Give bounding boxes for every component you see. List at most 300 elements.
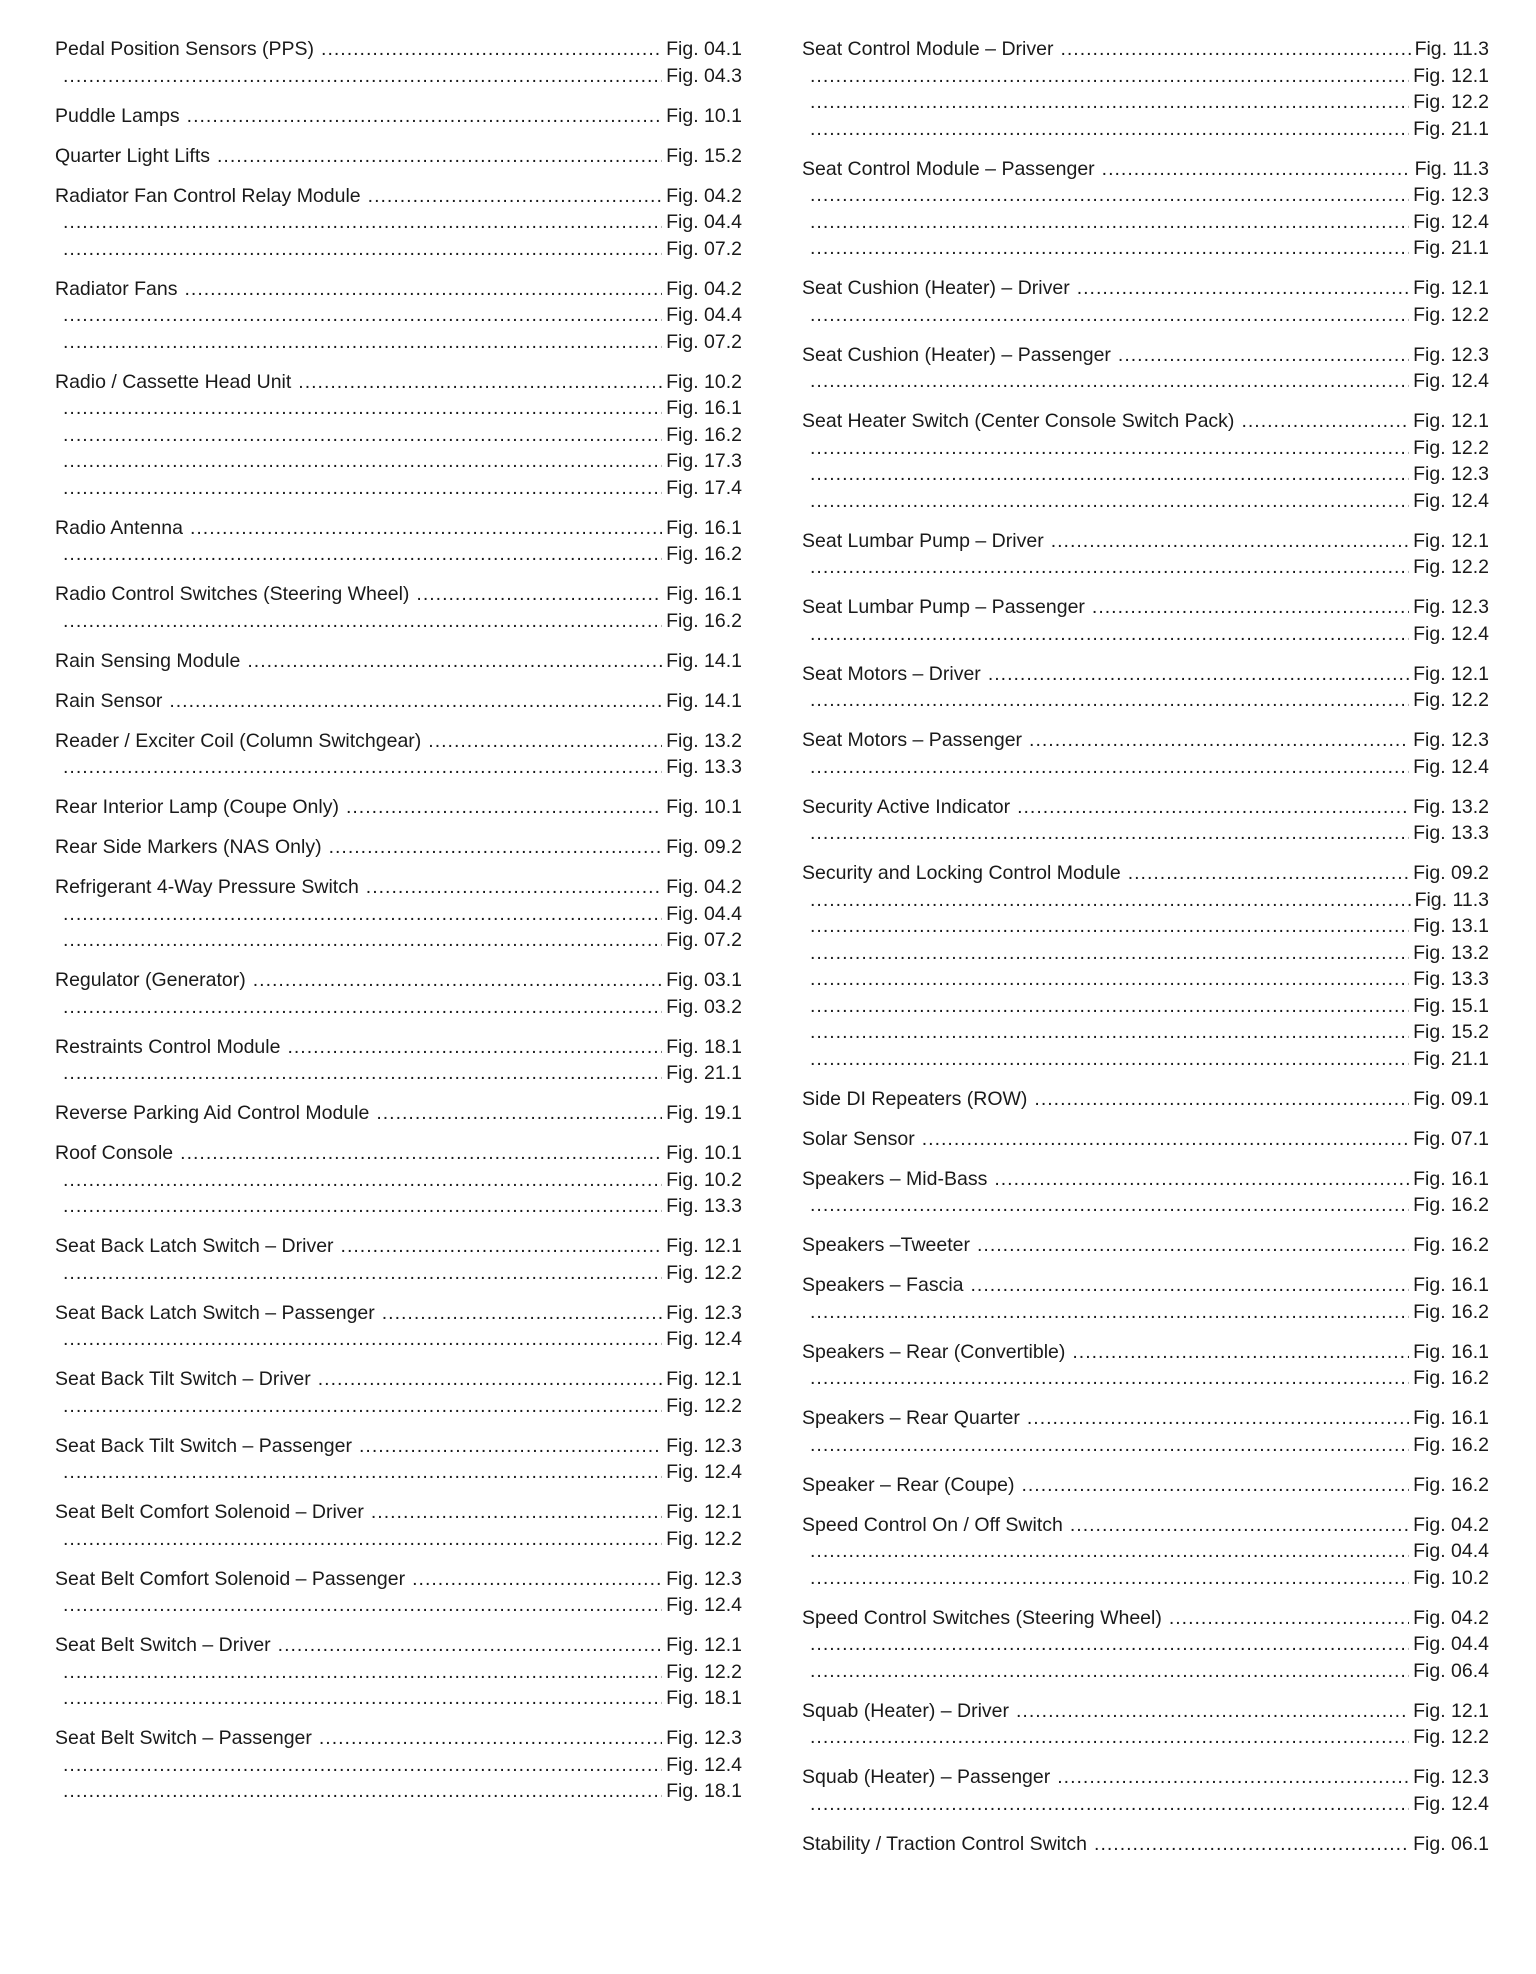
figure-reference: Fig. 15.1 bbox=[1413, 994, 1489, 1017]
figure-reference: Fig. 04.1 bbox=[666, 38, 742, 60]
index-entry-continuation bbox=[55, 901, 742, 928]
index-entry-line bbox=[55, 1433, 742, 1460]
index-entry-line bbox=[55, 36, 742, 63]
dot-leader bbox=[810, 887, 1411, 914]
dot-leader bbox=[287, 1034, 662, 1061]
index-entry bbox=[55, 1566, 742, 1619]
index-entry-continuation bbox=[55, 754, 742, 781]
index-entry-continuation bbox=[55, 1193, 742, 1220]
index-entry-continuation bbox=[55, 1592, 742, 1619]
index-entry-name: Squab (Heater) – Driver bbox=[802, 1699, 1009, 1722]
figure-reference: Fig. 16.2 bbox=[666, 543, 742, 565]
index-entry-name: Radiator Fans bbox=[55, 277, 178, 300]
dot-leader bbox=[190, 515, 662, 542]
index-entry bbox=[55, 1034, 742, 1087]
figure-reference: Fig. 12.2 bbox=[666, 1660, 742, 1683]
figure-reference: Fig. 13.2 bbox=[666, 729, 742, 752]
dot-leader bbox=[810, 940, 1409, 967]
index-entry-line bbox=[55, 874, 742, 901]
figure-reference: Fig. 16.2 bbox=[1413, 1300, 1489, 1323]
figure-reference: Fig. 12.1 bbox=[1413, 662, 1489, 685]
figure-reference: Fig. 04.4 bbox=[1413, 1540, 1489, 1562]
figure-reference: Fig. 10.2 bbox=[666, 370, 742, 393]
index-entry-name: Security and Locking Control Module bbox=[802, 862, 1121, 884]
dot-leader bbox=[278, 1632, 662, 1659]
index-entry bbox=[802, 156, 1489, 262]
index-entry-line bbox=[55, 1100, 742, 1127]
index-entry-name: Speakers –Tweeter bbox=[802, 1234, 971, 1256]
index-column-left bbox=[55, 36, 742, 1818]
index-entry-continuation bbox=[802, 993, 1489, 1020]
index-entry-line bbox=[802, 860, 1489, 887]
index-entry-continuation bbox=[802, 621, 1489, 648]
dot-leader bbox=[412, 1566, 662, 1593]
index-entry-continuation bbox=[802, 940, 1489, 967]
dot-leader bbox=[63, 1260, 662, 1287]
dot-leader bbox=[63, 541, 662, 568]
index-entry-line bbox=[802, 1831, 1489, 1858]
dot-leader bbox=[810, 1724, 1409, 1751]
dot-leader bbox=[1092, 594, 1409, 621]
figure-reference: Fig. 12.1 bbox=[1413, 1699, 1489, 1722]
figure-reference: Fig. 11.3 bbox=[1414, 888, 1489, 911]
dot-leader bbox=[368, 183, 662, 210]
figure-reference: Fig. 16.1 bbox=[1413, 1274, 1489, 1296]
dot-leader bbox=[810, 913, 1409, 940]
figure-reference: Fig. 12.2 bbox=[1413, 303, 1489, 326]
dot-leader bbox=[810, 554, 1409, 581]
dot-leader bbox=[247, 648, 662, 675]
index-entry-continuation bbox=[802, 966, 1489, 993]
index-entry-continuation bbox=[802, 182, 1489, 209]
index-entry-continuation bbox=[802, 1538, 1489, 1565]
index-entry bbox=[55, 1300, 742, 1353]
figure-reference: Fig. 12.3 bbox=[1413, 463, 1489, 485]
index-entry bbox=[55, 103, 742, 130]
index-entry-continuation bbox=[802, 913, 1489, 940]
dot-leader bbox=[810, 1365, 1409, 1392]
figure-reference: Fig. 16.2 bbox=[1413, 1234, 1489, 1256]
index-entry-line bbox=[802, 1166, 1489, 1193]
index-entry-name: Seat Belt Switch – Driver bbox=[55, 1634, 271, 1656]
index-entry bbox=[55, 1725, 742, 1805]
figure-reference: Fig. 21.1 bbox=[666, 1062, 742, 1084]
figure-reference: Fig. 12.3 bbox=[1413, 184, 1489, 206]
index-entry-name: Seat Back Latch Switch – Passenger bbox=[55, 1301, 375, 1324]
dot-leader bbox=[63, 1167, 662, 1194]
dot-leader bbox=[371, 1499, 662, 1526]
dot-leader bbox=[63, 475, 662, 502]
dot-leader bbox=[1070, 1512, 1409, 1539]
figure-reference: Fig. 12.3 bbox=[666, 1434, 742, 1457]
index-entry-name: Radio / Cassette Head Unit bbox=[55, 370, 292, 393]
index-entry-line bbox=[802, 156, 1489, 183]
index-entry-name: Seat Heater Switch (Center Console Switch Pack) bbox=[802, 410, 1235, 432]
index-entry-continuation bbox=[802, 461, 1489, 488]
dot-leader bbox=[810, 1019, 1409, 1046]
dot-leader bbox=[1077, 275, 1409, 302]
index-entry-name: Radiator Fan Control Relay Module bbox=[55, 184, 361, 207]
dot-leader bbox=[1094, 1831, 1409, 1858]
index-entry-line bbox=[55, 794, 742, 821]
figure-reference: Fig. 04.4 bbox=[666, 304, 742, 326]
index-entry-continuation bbox=[55, 475, 742, 502]
figure-reference: Fig. 12.1 bbox=[1413, 64, 1489, 87]
index-entry bbox=[802, 1605, 1489, 1685]
dot-leader bbox=[187, 103, 662, 130]
index-entry-continuation bbox=[802, 1432, 1489, 1459]
index-entry-continuation bbox=[55, 541, 742, 568]
dot-leader bbox=[810, 820, 1409, 847]
index-entry-name: Seat Control Module – Passenger bbox=[802, 157, 1095, 180]
dot-leader bbox=[1034, 1086, 1409, 1113]
index-entry bbox=[55, 1100, 742, 1127]
dot-leader bbox=[810, 368, 1409, 395]
figure-reference: Fig. 12.3 bbox=[1413, 343, 1489, 366]
index-entry-line bbox=[55, 515, 742, 542]
figure-reference: Fig. 16.2 bbox=[1413, 1433, 1489, 1456]
figure-reference: Fig. 13.3 bbox=[1413, 968, 1489, 990]
dot-leader bbox=[63, 901, 662, 928]
index-entry-line bbox=[802, 594, 1489, 621]
figure-reference: Fig. 21.1 bbox=[1413, 237, 1489, 259]
index-entry-name: Seat Lumbar Pump – Driver bbox=[802, 529, 1044, 552]
figure-reference: Fig. 12.4 bbox=[1413, 370, 1489, 392]
index-entry-name: Quarter Light Lifts bbox=[55, 144, 210, 167]
figure-reference: Fig. 11.3 bbox=[1414, 157, 1489, 180]
index-entry-continuation bbox=[802, 1192, 1489, 1219]
figure-reference: Fig. 10.2 bbox=[1413, 1566, 1489, 1589]
index-entry-continuation bbox=[55, 1778, 742, 1805]
figure-reference: Fig. 04.2 bbox=[1413, 1606, 1489, 1629]
figure-reference: Fig. 07.2 bbox=[666, 929, 742, 951]
figure-reference: Fig. 12.2 bbox=[1413, 556, 1489, 578]
dot-leader bbox=[1051, 528, 1409, 555]
dot-leader bbox=[63, 63, 662, 90]
dot-leader bbox=[810, 1432, 1409, 1459]
index-entry bbox=[55, 1366, 742, 1419]
figure-reference: Fig. 07.2 bbox=[666, 330, 742, 353]
index-entry bbox=[55, 834, 742, 861]
figure-reference: Fig. 12.2 bbox=[666, 1261, 742, 1284]
index-entry bbox=[802, 1472, 1489, 1499]
index-entry-name: Solar Sensor bbox=[802, 1127, 915, 1150]
index-entry bbox=[802, 528, 1489, 581]
index-entry-line bbox=[802, 1698, 1489, 1725]
dot-leader bbox=[63, 1060, 662, 1087]
index-entry bbox=[55, 143, 742, 170]
dot-leader bbox=[63, 927, 662, 954]
figure-reference: Fig. 16.2 bbox=[1413, 1473, 1489, 1496]
dot-leader bbox=[1118, 342, 1409, 369]
dot-leader bbox=[1128, 860, 1409, 887]
dot-leader bbox=[810, 993, 1409, 1020]
dot-leader bbox=[63, 448, 662, 475]
index-entry bbox=[55, 1632, 742, 1712]
index-entry-name: Seat Back Tilt Switch – Passenger bbox=[55, 1434, 352, 1457]
index-entry-line bbox=[55, 1725, 742, 1752]
dot-leader bbox=[169, 688, 662, 715]
index-entry-name: Reader / Exciter Coil (Column Switchgear) bbox=[55, 729, 422, 752]
figure-reference: Fig. 10.1 bbox=[666, 796, 742, 818]
dot-leader bbox=[810, 182, 1409, 209]
figure-reference: Fig. 16.1 bbox=[1413, 1167, 1489, 1190]
index-entry bbox=[55, 688, 742, 715]
figure-reference: Fig. 18.1 bbox=[666, 1035, 742, 1058]
index-entry-name: Speakers – Rear Quarter bbox=[802, 1407, 1020, 1429]
figure-reference: Fig. 09.1 bbox=[1413, 1087, 1489, 1110]
index-entry-continuation bbox=[802, 302, 1489, 329]
figure-reference: Fig. 16.2 bbox=[1413, 1194, 1489, 1216]
figure-reference: Fig. 09.2 bbox=[1413, 862, 1489, 884]
figure-reference: Fig. 16.1 bbox=[666, 583, 742, 605]
figure-reference: Fig. 21.1 bbox=[1413, 117, 1489, 140]
index-entry bbox=[55, 967, 742, 1020]
figure-reference: Fig. 10.2 bbox=[666, 1168, 742, 1191]
figure-reference: Fig. 16.1 bbox=[666, 397, 742, 419]
figure-reference: Fig. 07.1 bbox=[1413, 1127, 1489, 1150]
index-entry bbox=[802, 860, 1489, 1072]
index-entry-line bbox=[55, 1566, 742, 1593]
index-entry-name: Stability / Traction Control Switch bbox=[802, 1832, 1088, 1855]
dot-leader bbox=[810, 966, 1409, 993]
index-entry-continuation bbox=[55, 1167, 742, 1194]
index-entry bbox=[802, 36, 1489, 142]
index-entry-continuation bbox=[55, 1659, 742, 1686]
index-entry-continuation bbox=[802, 1631, 1489, 1658]
dot-leader bbox=[810, 63, 1409, 90]
dot-leader bbox=[63, 422, 662, 449]
index-entry-line bbox=[802, 275, 1489, 302]
dot-leader bbox=[63, 1459, 662, 1486]
dot-leader bbox=[810, 1791, 1409, 1818]
index-entry-continuation bbox=[802, 1565, 1489, 1592]
index-entry-line bbox=[55, 143, 742, 170]
index-entry-line bbox=[55, 834, 742, 861]
index-entry bbox=[802, 1405, 1489, 1458]
index-entry-line bbox=[802, 727, 1489, 754]
figure-reference: Fig. 12.2 bbox=[1413, 1726, 1489, 1748]
figure-reference: Fig. 12.2 bbox=[1413, 436, 1489, 459]
figure-reference: Fig. 12.4 bbox=[666, 1328, 742, 1350]
index-entry-continuation bbox=[802, 820, 1489, 847]
figure-reference: Fig. 06.4 bbox=[1413, 1659, 1489, 1682]
index-entry-name: Side DI Repeaters (ROW) bbox=[802, 1087, 1028, 1110]
index-entry-name: Reverse Parking Aid Control Module bbox=[55, 1102, 370, 1124]
figure-reference: Fig. 04.3 bbox=[666, 64, 742, 87]
dot-leader bbox=[63, 302, 662, 329]
figure-reference: Fig. 13.1 bbox=[1413, 915, 1489, 937]
dot-leader bbox=[810, 1658, 1409, 1685]
dot-leader bbox=[977, 1232, 1409, 1259]
figure-reference: Fig. 16.2 bbox=[1413, 1367, 1489, 1389]
index-entry bbox=[55, 1233, 742, 1286]
dot-leader bbox=[428, 728, 662, 755]
index-entry-line bbox=[55, 276, 742, 303]
figure-reference: Fig. 12.3 bbox=[666, 1567, 742, 1590]
index-entry bbox=[802, 1126, 1489, 1153]
index-entry-name: Rain Sensor bbox=[55, 689, 163, 712]
index-entry bbox=[55, 276, 742, 356]
figure-reference: Fig. 10.1 bbox=[666, 1142, 742, 1164]
dot-leader bbox=[1102, 156, 1411, 183]
index-entry-continuation bbox=[802, 1299, 1489, 1326]
index-entry-continuation bbox=[802, 687, 1489, 714]
index-entry-line bbox=[802, 1232, 1489, 1259]
dot-leader bbox=[63, 395, 662, 422]
dot-leader bbox=[1057, 1764, 1409, 1791]
figure-reference: Fig. 12.1 bbox=[1413, 410, 1489, 432]
index-entry-continuation bbox=[802, 488, 1489, 515]
index-entry-continuation bbox=[55, 395, 742, 422]
dot-leader bbox=[346, 794, 662, 821]
figure-reference: Fig. 21.1 bbox=[1413, 1047, 1489, 1070]
index-entry-name: Seat Back Tilt Switch – Driver bbox=[55, 1368, 311, 1390]
dot-leader bbox=[180, 1140, 662, 1167]
index-entry bbox=[802, 661, 1489, 714]
figure-reference: Fig. 12.3 bbox=[666, 1301, 742, 1324]
figure-reference: Fig. 12.1 bbox=[1413, 277, 1489, 299]
dot-leader bbox=[810, 621, 1409, 648]
dot-leader bbox=[810, 1299, 1409, 1326]
index-entry bbox=[802, 1512, 1489, 1592]
index-entry-line bbox=[802, 1126, 1489, 1153]
index-entry-line bbox=[802, 1086, 1489, 1113]
index-entry bbox=[802, 1086, 1489, 1113]
index-entry-continuation bbox=[802, 554, 1489, 581]
dot-leader bbox=[63, 236, 662, 263]
index-entry-name: Puddle Lamps bbox=[55, 104, 180, 127]
figure-reference: Fig. 07.2 bbox=[666, 237, 742, 260]
figure-reference: Fig. 12.3 bbox=[1413, 596, 1489, 618]
index-entry-name: Radio Antenna bbox=[55, 516, 183, 539]
figure-reference: Fig. 06.1 bbox=[1413, 1832, 1489, 1855]
figure-reference: Fig. 04.2 bbox=[1413, 1513, 1489, 1536]
dot-leader bbox=[63, 1685, 662, 1712]
dot-leader bbox=[63, 1659, 662, 1686]
dot-leader bbox=[63, 1778, 662, 1805]
index-entry bbox=[55, 648, 742, 675]
figure-reference: Fig. 12.4 bbox=[1413, 489, 1489, 512]
index-entry-continuation bbox=[802, 887, 1489, 914]
index-entry bbox=[55, 794, 742, 821]
figure-reference: Fig. 04.4 bbox=[1413, 1633, 1489, 1655]
dot-leader bbox=[1060, 36, 1410, 63]
index-entry-continuation bbox=[802, 1658, 1489, 1685]
index-entry-name: Rain Sensing Module bbox=[55, 649, 241, 672]
index-entry-continuation bbox=[55, 1060, 742, 1087]
dot-leader bbox=[366, 874, 662, 901]
dot-leader bbox=[810, 461, 1409, 488]
index-entry-line bbox=[55, 1366, 742, 1393]
index-entry-line bbox=[802, 1472, 1489, 1499]
dot-leader bbox=[63, 209, 662, 236]
dot-leader bbox=[810, 116, 1409, 143]
index-entry-line bbox=[55, 728, 742, 755]
index-entry-line bbox=[55, 103, 742, 130]
dot-leader bbox=[1027, 1405, 1409, 1432]
index-entry-name: Seat Cushion (Heater) – Driver bbox=[802, 277, 1070, 299]
index-entry bbox=[55, 1140, 742, 1220]
index-entry-name: Squab (Heater) – Passenger bbox=[802, 1766, 1051, 1788]
figure-reference: Fig. 12.2 bbox=[1413, 689, 1489, 711]
index-entry-continuation bbox=[55, 608, 742, 635]
dot-leader bbox=[341, 1233, 663, 1260]
figure-reference: Fig. 10.1 bbox=[666, 104, 742, 127]
figure-reference: Fig. 12.4 bbox=[666, 1461, 742, 1483]
figure-reference: Fig. 12.4 bbox=[666, 1594, 742, 1616]
index-entry-continuation bbox=[55, 994, 742, 1021]
dot-leader bbox=[63, 1326, 662, 1353]
index-entry-continuation bbox=[55, 1326, 742, 1353]
dot-leader bbox=[63, 754, 662, 781]
figure-reference: Fig. 04.2 bbox=[666, 277, 742, 300]
figure-reference: Fig. 12.4 bbox=[666, 1753, 742, 1776]
dot-leader bbox=[1072, 1339, 1409, 1366]
dot-leader bbox=[1021, 1472, 1409, 1499]
dot-leader bbox=[63, 994, 662, 1021]
figure-reference: Fig. 09.2 bbox=[666, 836, 742, 858]
index-entry-line bbox=[55, 648, 742, 675]
index-entry-line bbox=[802, 528, 1489, 555]
index-entry-name: Seat Lumbar Pump – Passenger bbox=[802, 596, 1085, 618]
dot-leader bbox=[810, 89, 1409, 116]
figure-reference: Fig. 18.1 bbox=[666, 1780, 742, 1802]
figure-reference: Fig. 17.3 bbox=[666, 450, 742, 472]
dot-leader bbox=[810, 1538, 1409, 1565]
index-entry-continuation bbox=[802, 1724, 1489, 1751]
figure-reference: Fig. 12.1 bbox=[666, 1634, 742, 1656]
index-entry-continuation bbox=[802, 435, 1489, 462]
index-entry-line bbox=[55, 1300, 742, 1327]
index-entry bbox=[55, 728, 742, 781]
figure-reference: Fig. 12.2 bbox=[1413, 91, 1489, 113]
figure-reference: Fig. 13.3 bbox=[666, 756, 742, 778]
figure-reference: Fig. 04.2 bbox=[666, 876, 742, 898]
dot-leader bbox=[382, 1300, 662, 1327]
index-entry bbox=[802, 342, 1489, 395]
index-entry-line bbox=[802, 1764, 1489, 1791]
index-entry bbox=[802, 408, 1489, 514]
figure-reference: Fig. 14.1 bbox=[666, 649, 742, 672]
figure-reference: Fig. 12.4 bbox=[1413, 622, 1489, 645]
index-column-right bbox=[802, 36, 1489, 1871]
figure-reference: Fig. 16.2 bbox=[666, 609, 742, 632]
index-entry-name: Seat Cushion (Heater) – Passenger bbox=[802, 343, 1111, 366]
index-entry bbox=[55, 515, 742, 568]
index-entry bbox=[802, 275, 1489, 328]
index-entry-name: Restraints Control Module bbox=[55, 1035, 281, 1058]
dot-leader bbox=[63, 1752, 662, 1779]
figure-reference: Fig. 15.2 bbox=[1413, 1021, 1489, 1043]
index-entry-name: Seat Control Module – Driver bbox=[802, 38, 1054, 60]
index-entry-line bbox=[55, 967, 742, 994]
index-entry bbox=[55, 1433, 742, 1486]
index-entry-continuation bbox=[55, 422, 742, 449]
index-entry-name: Rear Interior Lamp (Coupe Only) bbox=[55, 796, 339, 818]
figure-reference: Fig. 04.4 bbox=[666, 902, 742, 925]
index-entry-continuation bbox=[55, 236, 742, 263]
index-entry bbox=[802, 1339, 1489, 1392]
index-entry bbox=[55, 874, 742, 954]
index-entry-continuation bbox=[802, 63, 1489, 90]
index-entry-continuation bbox=[802, 368, 1489, 395]
index-entry bbox=[802, 794, 1489, 847]
figure-reference: Fig. 04.2 bbox=[666, 184, 742, 207]
figure-reference: Fig. 13.3 bbox=[666, 1195, 742, 1217]
index-entry-name: Seat Belt Switch – Passenger bbox=[55, 1727, 312, 1749]
index-entry-continuation bbox=[802, 1019, 1489, 1046]
